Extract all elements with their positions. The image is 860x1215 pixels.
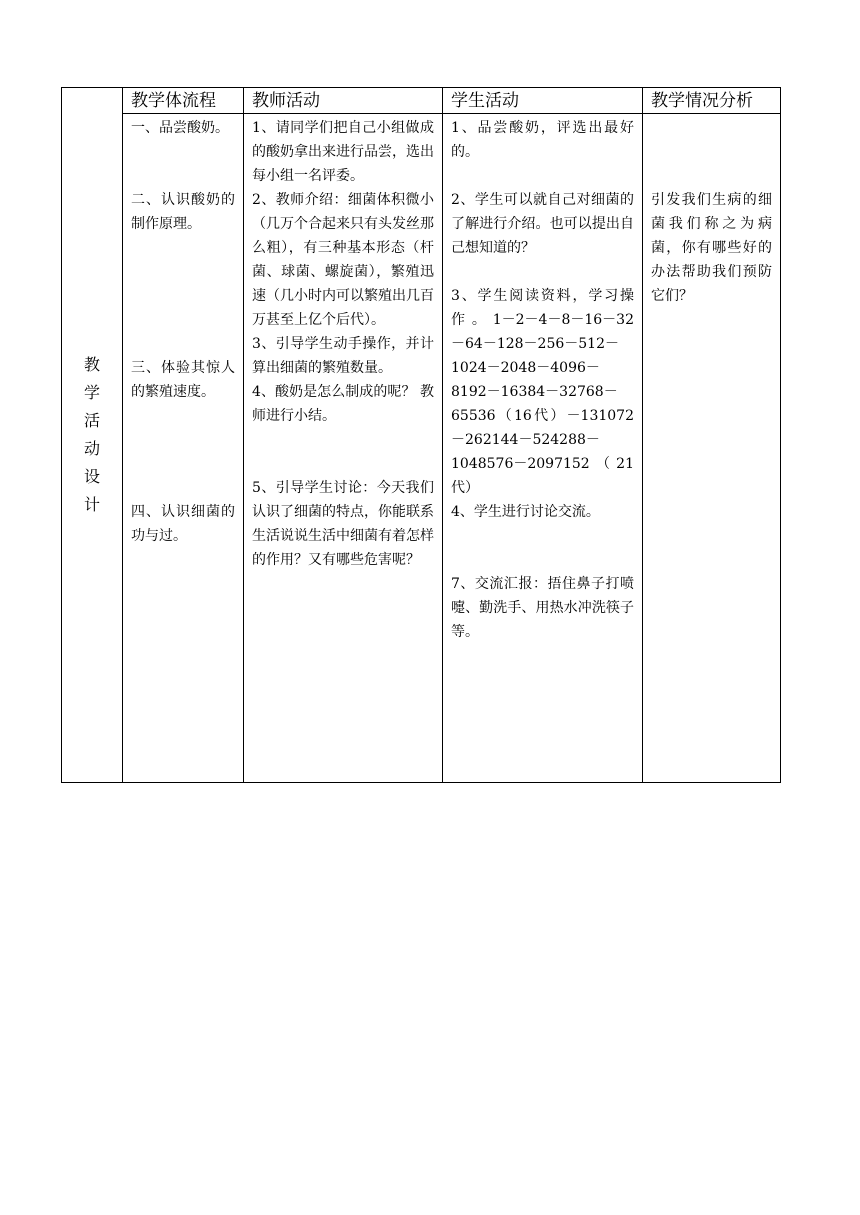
table-header-row [62,88,781,114]
flow-cell [123,114,244,783]
analysis-cell [643,114,781,783]
analysis-text: 引发我们生病的细菌我们称之为病菌，你有哪些好的办法帮助我们预防它们？ [651,192,772,304]
student-activity-cell [443,114,643,783]
table-body-row [62,114,781,783]
side-label: 教学活动设计 [84,355,101,514]
side-label-cell [62,88,123,783]
teacher-activity-cell [244,114,443,783]
teacher-step-2: 2、教师介绍：细菌体积微小（几万个合起来只有头发丝那么粗），有三种基本形态（杆菌、球菌、螺旋菌），繁殖迅速（几小时内可以繁殖出几百万甚至上亿个后代）。 [252,192,434,328]
header-student-activity: 学生活动 [443,88,643,114]
flow-step-3: 三、体验其惊人的繁殖速度。 [131,360,235,400]
lesson-activity-table [61,87,781,783]
teacher-step-4: 4、酸奶是怎么制成的呢？ 教师进行小结。 [252,384,434,424]
student-step-4: 4、学生进行讨论交流。 [451,504,600,520]
student-step-1: 1、品尝酸奶，评选出最好的。 [451,120,634,160]
student-step-3: 3、学生阅读资料，学习操作。1－2－4－8－16－32－64－128－256－512－1024－2048－4096－8192－16384－32768－65536（16代）－131072－262144－524288－1048576－2097152（21代） [451,288,634,496]
header-analysis: 教学情况分析 [643,88,781,114]
teacher-step-1: 1、请同学们把自己小组做成的酸奶拿出来进行品尝，选出每小组一名评委。 [252,120,434,184]
flow-step-2: 二、认识酸奶的制作原理。 [131,192,235,232]
student-step-7: 7、交流汇报：捂住鼻子打喷嚏、勤洗手、用热水冲洗筷子等。 [451,576,634,640]
header-flow: 教学体流程 [123,88,244,114]
header-teacher-activity: 教师活动 [244,88,443,114]
flow-step-4: 四、认识细菌的功与过。 [131,504,235,544]
student-step-2: 2、学生可以就自己对细菌的了解进行介绍。也可以提出自己想知道的？ [451,192,634,256]
flow-step-1: 一、品尝酸奶。 [131,120,229,136]
teacher-step-5: 5、引导学生讨论：今天我们认识了细菌的特点，你能联系生活说说生活中细菌有着怎样的作用？又有哪些危害呢？ [252,480,434,568]
teacher-step-3: 3、引导学生动手操作，并计算出细菌的繁殖数量。 [252,336,434,376]
